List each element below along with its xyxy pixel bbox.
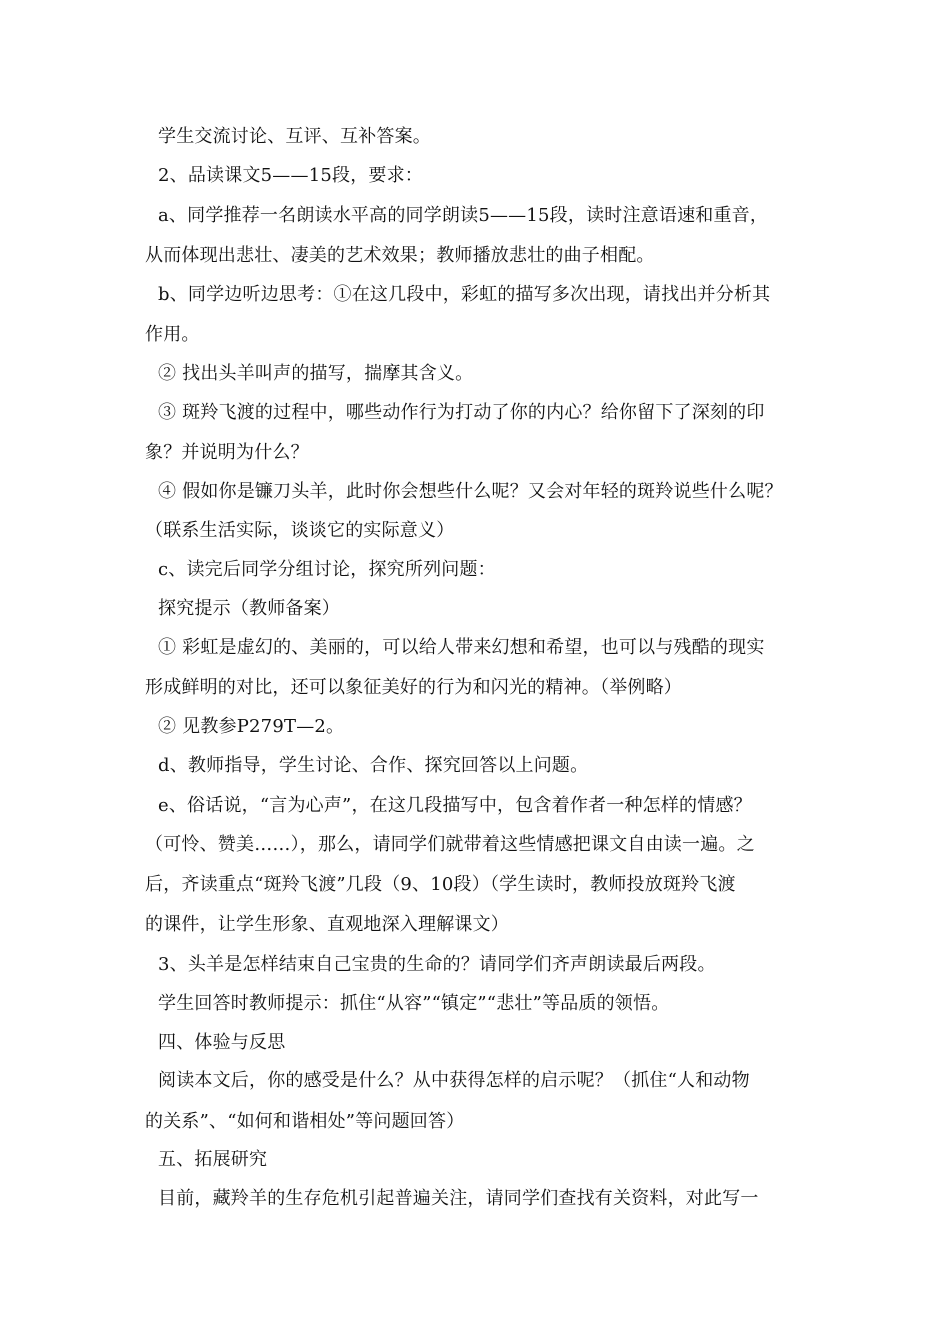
- text-line: 学生交流讨论、互评、互补答案。: [158, 126, 431, 147]
- text-line: 阅读本文后，你的感受是什么？从中获得怎样的启示呢？（抓住“人和动物: [158, 1070, 750, 1091]
- text-line: 四、体验与反思: [158, 1032, 286, 1053]
- text-line: e、俗话说，“言为心声”，在这几段描写中，包含着作者一种怎样的情感？: [158, 795, 752, 816]
- text-line: 后，齐读重点“斑羚飞渡”几段（9、10段）（学生读时，教师投放斑羚飞渡: [145, 874, 736, 895]
- text-line: ② 见教参P279T—2。: [158, 716, 345, 737]
- text-line: 探究提示（教师备案）: [158, 598, 340, 619]
- text-line: ④ 假如你是镰刀头羊，此时你会想些什么呢？又会对年轻的斑羚说些什么呢？: [158, 481, 783, 502]
- text-line: 3、头羊是怎样结束自己宝贵的生命的？请同学们齐声朗读最后两段。: [158, 954, 716, 975]
- text-line: a、同学推荐一名朗读水平高的同学朗读5——15段，读时注意语速和重音，: [158, 205, 769, 226]
- text-line: b、同学边听边思考：①在这几段中，彩虹的描写多次出现，请找出并分析其: [158, 284, 771, 305]
- text-line: （联系生活实际，谈谈它的实际意义）: [145, 520, 455, 541]
- text-line: 的课件，让学生形象、直观地深入理解课文）: [145, 914, 509, 935]
- text-line: 象？并说明为什么？: [145, 442, 309, 463]
- text-line: 目前，藏羚羊的生存危机引起普遍关注，请同学们查找有关资料，对此写一: [158, 1188, 759, 1209]
- text-line: 学生回答时教师提示：抓住“从容”“镇定”“悲壮”等品质的领悟。: [158, 993, 670, 1014]
- text-line: 形成鲜明的对比，还可以象征美好的行为和闪光的精神。（举例略）: [145, 677, 682, 698]
- text-line: ① 彩虹是虚幻的、美丽的，可以给人带来幻想和希望，也可以与残酷的现实: [158, 637, 765, 658]
- text-line: c、读完后同学分组讨论，探究所列问题：: [158, 559, 496, 580]
- text-line: 的关系”、“如何和谐相处”等问题回答）: [145, 1111, 465, 1132]
- text-line: ② 找出头羊叫声的描写，揣摩其含义。: [158, 363, 474, 384]
- text-line: 作用。: [145, 324, 200, 345]
- text-line: d、教师指导，学生讨论、合作、探究回答以上问题。: [158, 755, 589, 776]
- text-line: 五、拓展研究: [158, 1149, 268, 1170]
- text-line: 从而体现出悲壮、凄美的艺术效果；教师播放悲壮的曲子相配。: [145, 245, 655, 266]
- text-line: （可怜、赞美……），那么，请同学们就带着这些情感把课文自由读一遍。之: [145, 834, 755, 855]
- text-line: 2、品读课文5——15段，要求：: [158, 165, 424, 186]
- text-line: ③ 斑羚飞渡的过程中，哪些动作行为打动了你的内心？给你留下了深刻的印: [158, 402, 765, 423]
